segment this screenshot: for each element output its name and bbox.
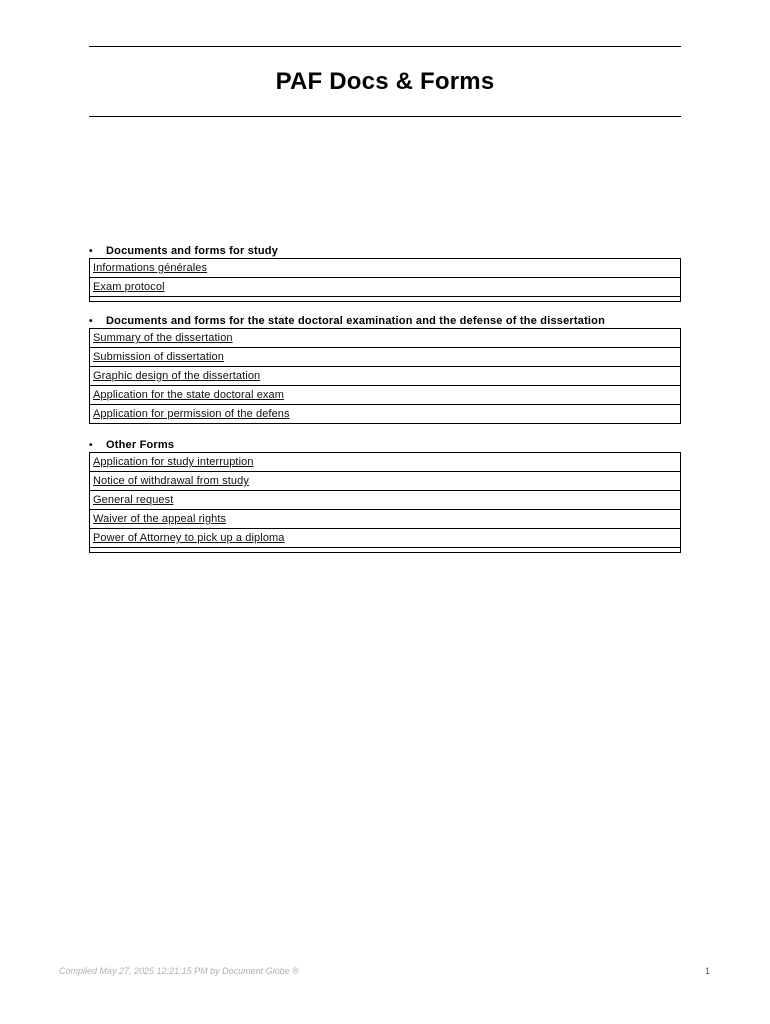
link-application-state-doctoral-exam[interactable]: Application for the state doctoral exam bbox=[93, 389, 285, 401]
section-doctoral-exam bbox=[89, 314, 681, 424]
link-submission-dissertation[interactable]: Submission of dissertation bbox=[93, 351, 224, 363]
section-heading-label: Documents and forms for study bbox=[106, 245, 279, 257]
link-power-of-attorney-diploma[interactable]: Power of Attorney to pick up a diploma bbox=[93, 532, 285, 544]
section-heading-label: Documents and forms for the state doctoral examination and the defense of the dissertation bbox=[106, 315, 606, 327]
link-informations-generales[interactable]: Informations générales bbox=[93, 262, 208, 274]
table-row bbox=[90, 348, 680, 367]
table-row bbox=[90, 510, 680, 529]
bullet-icon: • bbox=[89, 245, 93, 257]
section-heading-label: Other Forms bbox=[106, 439, 175, 451]
link-summary-dissertation[interactable]: Summary of the dissertation bbox=[93, 332, 233, 344]
table-row bbox=[90, 367, 680, 386]
links-table bbox=[89, 258, 681, 302]
page-title: PAF Docs & Forms bbox=[275, 68, 495, 95]
table-row bbox=[90, 472, 680, 491]
table-row bbox=[90, 453, 680, 472]
section-heading bbox=[89, 438, 681, 452]
section-heading bbox=[89, 314, 681, 328]
links-table bbox=[89, 328, 681, 424]
link-application-permission-defense[interactable]: Application for permission of the defens bbox=[93, 408, 290, 420]
section-heading bbox=[89, 244, 681, 258]
table-row-empty bbox=[90, 548, 680, 552]
link-graphic-design-dissertation[interactable]: Graphic design of the dissertation bbox=[93, 370, 261, 382]
bullet-icon: • bbox=[89, 439, 93, 451]
link-exam-protocol[interactable]: Exam protocol bbox=[93, 281, 165, 293]
link-general-request[interactable]: General request bbox=[93, 494, 174, 506]
table-row bbox=[90, 259, 680, 278]
link-waiver-appeal-rights[interactable]: Waiver of the appeal rights bbox=[93, 513, 227, 525]
section-study bbox=[89, 244, 681, 302]
table-row bbox=[90, 386, 680, 405]
table-row bbox=[90, 529, 680, 548]
bullet-icon: • bbox=[89, 315, 93, 327]
link-study-interruption[interactable]: Application for study interruption bbox=[93, 456, 254, 468]
page-number: 1 bbox=[704, 966, 710, 976]
section-other-forms bbox=[89, 438, 681, 553]
compiled-footer: Compiled May 27, 2025 12:21:15 PM by Document Globe ® bbox=[59, 966, 299, 976]
table-row bbox=[90, 405, 680, 423]
table-row-empty bbox=[90, 297, 680, 301]
title-top-rule bbox=[89, 46, 681, 47]
title-bottom-rule bbox=[89, 116, 681, 117]
table-row bbox=[90, 278, 680, 297]
link-withdrawal-from-study[interactable]: Notice of withdrawal from study bbox=[93, 475, 249, 487]
table-row bbox=[90, 491, 680, 510]
table-row bbox=[90, 329, 680, 348]
links-table bbox=[89, 452, 681, 553]
